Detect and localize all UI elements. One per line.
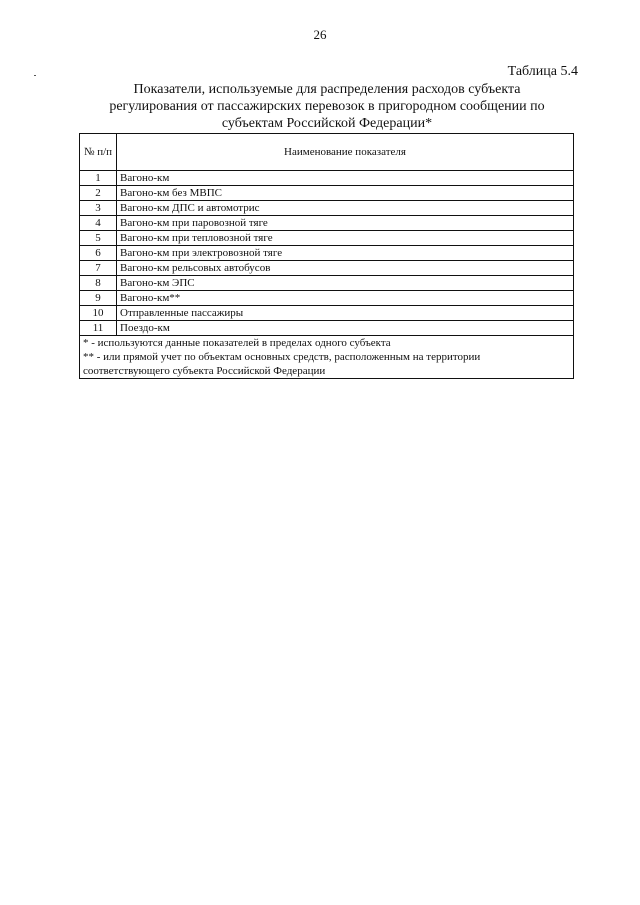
table-row: [80, 186, 574, 201]
row-number: 10: [80, 306, 117, 321]
table-footnotes-row: [80, 336, 574, 379]
row-number: 9: [80, 291, 117, 306]
row-indicator: Вагоно-км при электровозной тяге: [117, 246, 574, 261]
row-number: 5: [80, 231, 117, 246]
table-row: [80, 246, 574, 261]
row-indicator: Вагоно-км ЭПС: [117, 276, 574, 291]
table-row: [80, 321, 574, 336]
table-footnotes: [80, 336, 574, 379]
table-title: [70, 81, 584, 132]
table-title-line: Показатели, используемые для распределения расходов субъекта: [133, 82, 521, 97]
row-number: 2: [80, 186, 117, 201]
row-number: 4: [80, 216, 117, 231]
table-caption: Таблица 5.4: [507, 64, 578, 79]
table-row: [80, 201, 574, 216]
table-row: [80, 276, 574, 291]
table-row: [80, 261, 574, 276]
scan-speck: [34, 75, 36, 76]
indicators-table: [79, 133, 574, 379]
row-number: 6: [80, 246, 117, 261]
table-title-line: субъектам Российской Федерации*: [221, 116, 433, 131]
page-number: 26: [313, 27, 327, 42]
header-indicator-name: Наименование показателя: [117, 134, 574, 171]
footnote-double-asterisk: ** - или прямой учет по объектам основных средств, расположенным на территории: [83, 351, 481, 363]
table-title-line: регулирования от пассажирских перевозок в пригородном сообщении по: [109, 99, 545, 114]
row-number: 1: [80, 171, 117, 186]
row-indicator: Вагоно-км ДПС и автомотрис: [117, 201, 574, 216]
row-indicator: Вагоно-км**: [117, 291, 574, 306]
table-row: [80, 306, 574, 321]
footnote-single-asterisk: * - используются данные показателей в пределах одного субъекта: [83, 337, 391, 349]
row-indicator: Поездо-км: [117, 321, 574, 336]
table-header-row: [80, 134, 574, 171]
row-indicator: Вагоно-км при паровозной тяге: [117, 216, 574, 231]
row-indicator: Вагоно-км: [117, 171, 574, 186]
row-indicator: Вагоно-км без МВПС: [117, 186, 574, 201]
row-number: 7: [80, 261, 117, 276]
row-indicator: Вагоно-км при тепловозной тяге: [117, 231, 574, 246]
table-row: [80, 171, 574, 186]
row-number: 8: [80, 276, 117, 291]
footnote-double-asterisk-continued: соответствующего субъекта Российской Федерации: [83, 365, 326, 377]
row-number: 3: [80, 201, 117, 216]
header-number: № п/п: [80, 134, 117, 171]
row-indicator: Отправленные пассажиры: [117, 306, 574, 321]
table-row: [80, 216, 574, 231]
row-indicator: Вагоно-км рельсовых автобусов: [117, 261, 574, 276]
row-number: 11: [80, 321, 117, 336]
table-row: [80, 291, 574, 306]
table-row: [80, 231, 574, 246]
